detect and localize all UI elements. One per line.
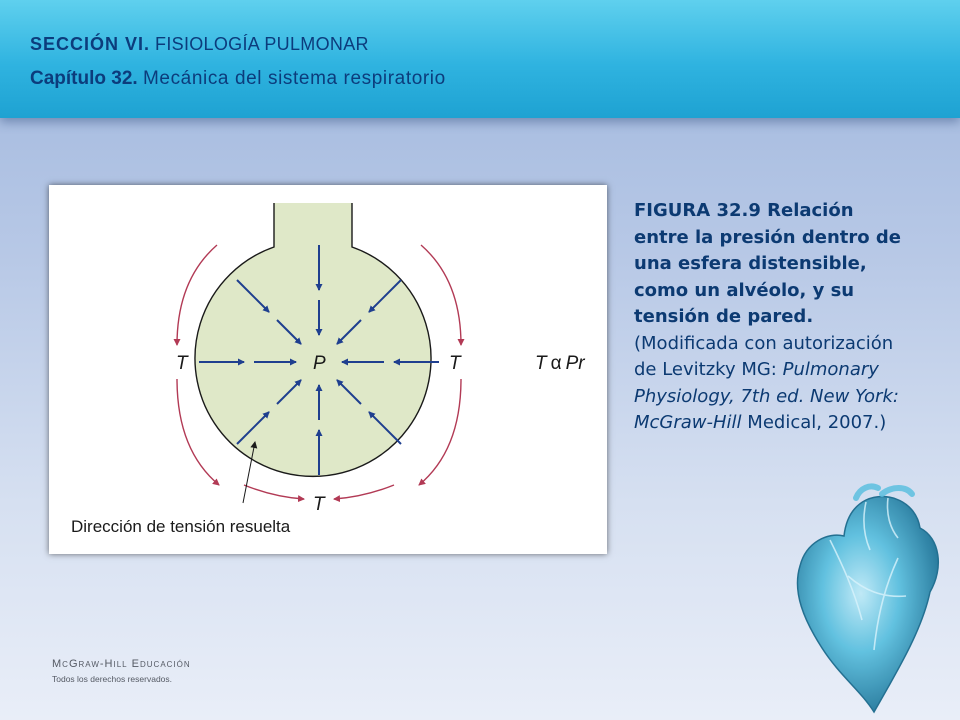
formula-label [535, 353, 585, 374]
slide-header [0, 0, 960, 118]
section-title [30, 34, 369, 55]
tension-label-bottom: T [313, 494, 325, 515]
tension-arc-bottom-right [334, 485, 394, 499]
anatomical-heart-icon [770, 480, 950, 720]
formula-alpha: α [550, 353, 562, 374]
formula-t: T [535, 353, 547, 374]
alveolus-sphere [195, 203, 431, 476]
caption-source-intro: (Modificada con autorización de Levitzky MG: [634, 332, 894, 380]
caption-source-end: Medical, 2007.) [747, 412, 887, 433]
caption-source-book: Pulmonary Physiology, 7th ed. New York: McGraw-Hill [634, 359, 899, 433]
figure-32-9 [49, 185, 607, 554]
pressure-label: P [313, 353, 326, 374]
formula-pr: Pr [565, 353, 585, 374]
publisher-brand: McGraw-Hill Educación [52, 658, 191, 670]
tension-label-right: T [449, 353, 461, 374]
section-name: FISIOLOGÍA PULMONAR [155, 34, 369, 54]
chapter-name: Mecánica del sistema respiratorio [142, 68, 446, 89]
copyright-text: Todos los derechos reservados. [52, 674, 173, 684]
section-label: SECCIÓN VI. [30, 34, 151, 54]
figure-caption [634, 198, 904, 437]
tension-arc-bottom-left [244, 485, 304, 499]
resolved-label: Dirección de tensión resuelta [71, 517, 291, 536]
tension-label-left: T [176, 353, 188, 374]
caption-title: FIGURA 32.9 Relación entre la presión dentro de una esfera distensible, como un alvéolo, y su tensión de pared. [634, 200, 901, 327]
chapter-title [30, 68, 446, 90]
chapter-label: Capítulo 32. [30, 68, 138, 89]
alveolus-diagram [49, 185, 607, 554]
